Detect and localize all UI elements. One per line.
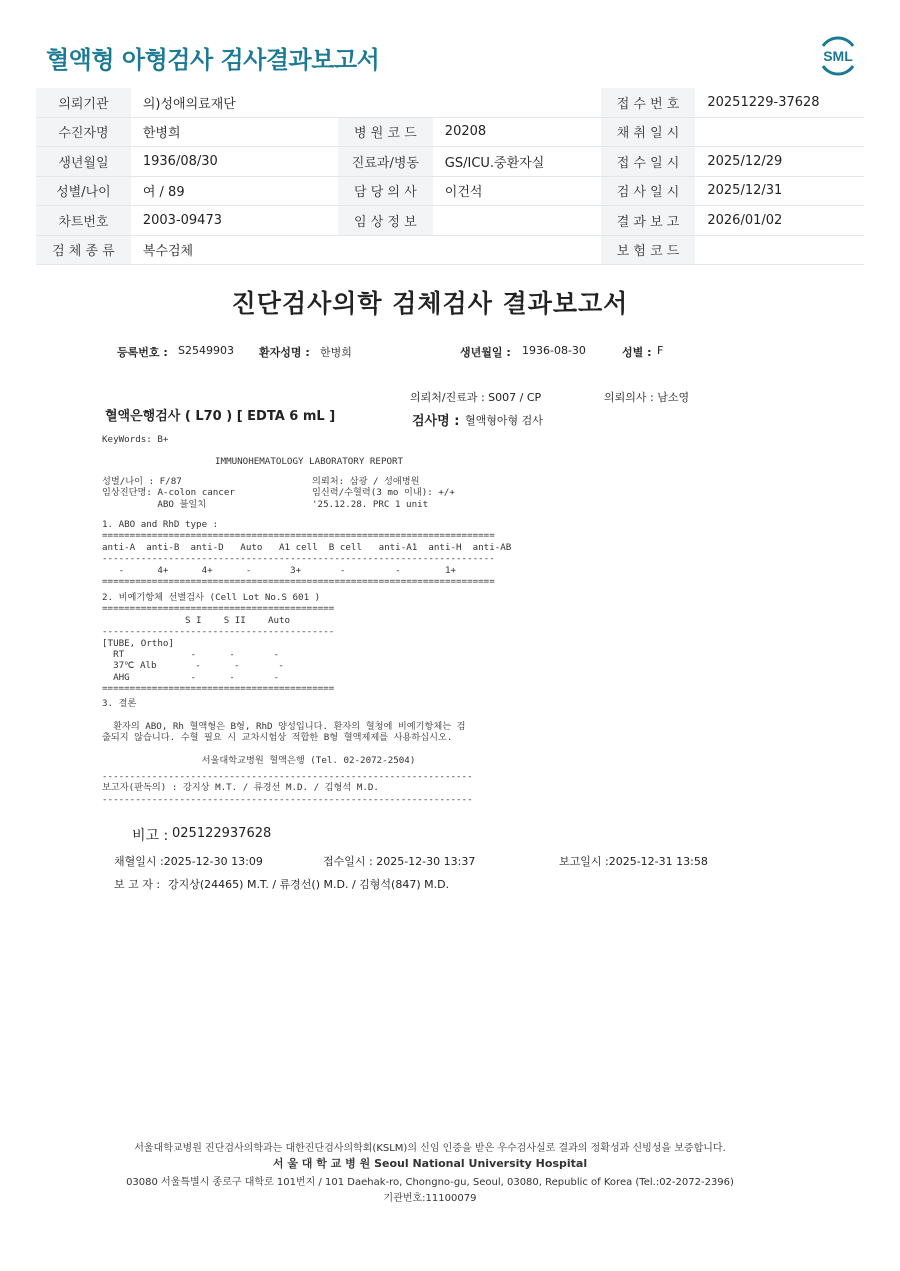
label-doctor: 담 당 의 사 bbox=[338, 176, 433, 206]
value-doctor: 이건석 bbox=[433, 176, 601, 206]
value-chart-no: 2003-09473 bbox=[131, 206, 338, 236]
report-time: 보고일시 :2025-12-31 13:58 bbox=[559, 855, 708, 868]
info-row bbox=[36, 206, 864, 236]
value-report-date: 2026/01/02 bbox=[695, 206, 864, 236]
reg-no-value: S2549903 bbox=[178, 344, 234, 357]
abo-rhd-table: 1. ABO and RhD type : ======================================================================= anti-A anti-B anti-D Auto A1 cell B cell anti-A1 anti-H anti-AB ----------------------------------------------------------------------- - 4+ 4+ - 3+ - - 1+ ======================================================================= bbox=[102, 519, 512, 588]
sex-value: F bbox=[657, 344, 664, 357]
dob-value: 1936-08-30 bbox=[522, 344, 586, 357]
institution-code: 기관번호:11100079 bbox=[383, 1193, 477, 1204]
transfusion-info: 의뢰처: 삼광 / 성애병원 임신력/수혈력(3 mo 이내): +/+ '25.12.28. PRC 1 unit bbox=[312, 476, 455, 510]
antibody-screen-table: 2. 비예기항체 선별검사 (Cell Lot No.S 601 ) ========================================== S I S II Auto ------------------------------------------ [TUBE, Ortho] RT - - - 37℃ Alb - - - AHG - - - ========================================== bbox=[102, 592, 335, 695]
remark-label: 비고 : bbox=[132, 828, 169, 844]
info-row bbox=[36, 176, 864, 206]
reporters-label: 보 고 자 : bbox=[114, 878, 161, 891]
receive-time: 접수일시 : 2025-12-30 13:37 bbox=[323, 855, 476, 868]
label-test-date: 검 사 일 시 bbox=[601, 176, 696, 206]
label-receive-date: 접 수 일 시 bbox=[601, 147, 696, 177]
label-dept: 진료과/병동 bbox=[338, 147, 433, 177]
test-name-label: 검사명 : bbox=[412, 414, 460, 429]
info-row bbox=[36, 235, 864, 265]
value-receipt-no: 20251229-37628 bbox=[695, 88, 864, 117]
sex-label: 성별 : bbox=[622, 346, 652, 359]
logo-text: SML bbox=[823, 48, 853, 64]
info-row bbox=[36, 88, 864, 117]
sml-logo bbox=[815, 32, 861, 78]
test-name-value: 혈액형아형 검사 bbox=[465, 414, 543, 427]
value-insurance-code bbox=[695, 235, 864, 265]
label-insurance-code: 보 험 코 드 bbox=[601, 235, 696, 265]
keywords: KeyWords: B+ bbox=[102, 434, 169, 445]
reg-no-label: 등록번호 : bbox=[117, 346, 168, 359]
patient-name-value: 한병희 bbox=[320, 346, 352, 359]
patient-name-label: 환자성명 : bbox=[259, 346, 310, 359]
value-specimen: 복수검체 bbox=[131, 235, 601, 265]
info-row bbox=[36, 147, 864, 177]
reporters-value: 강지상(24465) M.T. / 류경선() M.D. / 김형석(847) M.D. bbox=[168, 878, 450, 891]
label-specimen: 검 체 종 류 bbox=[36, 235, 131, 265]
report-title: 진단검사의학 검체검사 결과보고서 bbox=[231, 289, 629, 318]
value-hospital-code: 20208 bbox=[433, 117, 601, 147]
label-receipt-no: 접 수 번 호 bbox=[601, 88, 696, 117]
label-patient-name: 수진자명 bbox=[36, 117, 131, 147]
dept-info: 의뢰처/진료과 : S007 / CP bbox=[410, 391, 542, 404]
label-report-date: 결 과 보 고 bbox=[601, 206, 696, 236]
value-sex-age: 여 / 89 bbox=[131, 176, 338, 206]
label-clinical-info: 임 상 정 보 bbox=[338, 206, 433, 236]
accreditation-note: 서울대학교병원 진단검사의학과는 대한진단검사의학회(KSLM)의 신임 인증을 받은 우수검사실로 결과의 정확성과 신빙성을 보증합니다. bbox=[134, 1143, 726, 1154]
label-dob: 생년월일 bbox=[36, 147, 131, 177]
reporter-line: ------------------------------------------------------------------- 보고자(판독의) : 강지상 M.T. / 류경선 M.D. / 김형석 M.D. ------------------------------------------------------------------- bbox=[102, 771, 473, 805]
label-collect-time: 채 취 일 시 bbox=[601, 117, 696, 147]
value-collect-time bbox=[695, 117, 864, 147]
value-requester: 의)성애의료재단 bbox=[131, 88, 601, 117]
label-hospital-code: 병 원 코 드 bbox=[338, 117, 433, 147]
label-sex-age: 성별/나이 bbox=[36, 176, 131, 206]
requesting-doctor: 의뢰의사 : 남소영 bbox=[604, 391, 690, 404]
label-requester: 의뢰기관 bbox=[36, 88, 131, 117]
label-chart-no: 차트번호 bbox=[36, 206, 131, 236]
lab-report-title: IMMUNOHEMATOLOGY LABORATORY REPORT bbox=[215, 456, 404, 467]
value-test-date: 2025/12/31 bbox=[695, 176, 864, 206]
collection-time: 채혈일시 :2025-12-30 13:09 bbox=[114, 855, 263, 868]
value-dept: GS/ICU.중환자실 bbox=[433, 147, 601, 177]
value-receive-date: 2025/12/29 bbox=[695, 147, 864, 177]
conclusion: 3. 결론 환자의 ABO, Rh 혈액형은 B형, RhD 양성입니다. 환자의 혈청에 비예기항체는 검 출되지 않습니다. 수혈 필요 시 교차시험상 적합한 B형 혈액제제를 사용하십시오. 서울대학교병원 혈액은행 (Tel. 02-2072-2504) bbox=[102, 698, 466, 767]
value-dob: 1936/08/30 bbox=[131, 147, 338, 177]
test-group: 혈액은행검사 ( L70 ) [ EDTA 6 mL ] bbox=[105, 409, 336, 424]
value-patient-name: 한병희 bbox=[131, 117, 338, 147]
patient-info-table bbox=[36, 88, 864, 265]
hospital-name: 서 울 대 학 교 병 원 Seoul National University Hospital bbox=[272, 1157, 588, 1170]
info-row bbox=[36, 117, 864, 147]
dob-label: 생년월일 : bbox=[460, 346, 511, 359]
value-clinical-info bbox=[433, 206, 601, 236]
patient-clinical-info: 성별/나이 : F/87 임상진단명: A-colon cancer ABO 불일치 bbox=[102, 476, 235, 510]
remark-value: 025122937628 bbox=[172, 826, 272, 841]
document-title: 혈액형 아형검사 검사결과보고서 bbox=[46, 46, 380, 74]
hospital-address: 03080 서울특별시 종로구 대학로 101번지 / 101 Daehak-ro, Chongno-gu, Seoul, 03080, Republic of Korea (Tel.:02-2072-2396) bbox=[126, 1177, 734, 1188]
